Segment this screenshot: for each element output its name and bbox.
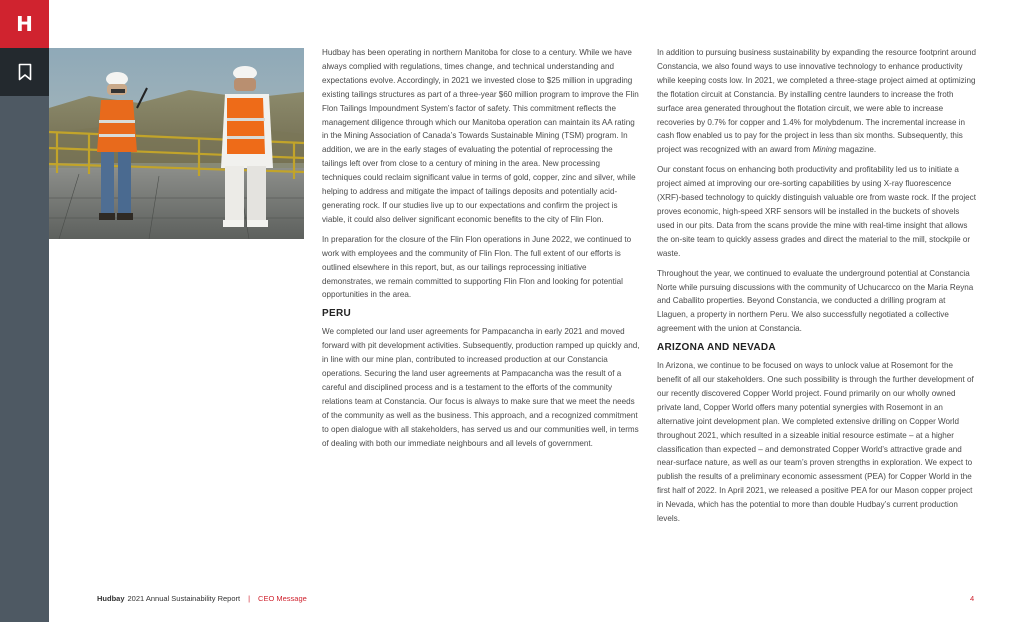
logo-letter: H <box>16 12 33 36</box>
heading-peru: PERU <box>322 308 351 320</box>
page-number: 4 <box>970 594 975 603</box>
paragraph-pampacancha: We completed our land user agreements for Pampacancha in early 2021 and moved forward with pit development activities. Subsequently, production ramped up quickly and, in line with our mine plan, contributed to increased production at our Constancia operations. Securing the land user agreements at Pampacancha was the result of a careful and disciplined process and is a testament to the efforts of the community relations team at Constancia. Our focus is always to make sure that we meet the needs of the community as well as the business. This approach, and a recognized commitment to open dialogue with all stakeholders, has served us and our communities well, in terms of dealing with both our immediate neighbours and all levels of government. <box>322 327 640 448</box>
magazine-name: Mining <box>812 145 837 155</box>
hudbay-logo[interactable] <box>0 0 49 48</box>
footer-separator: | <box>248 594 251 603</box>
mine-site-photo <box>49 48 304 239</box>
paragraph-constancia-norte: Throughout the year, we continued to evaluate the underground potential at Constancia Norte while pursuing discussions with the community of Uchucarcco on the Maria Reyna and Caballito properties. Beyond Constancia, we conducted a drilling program at Llaguen, a property in northern Peru. We also successfully negotiated a collective agreement with the union at Constancia. <box>657 268 974 334</box>
paragraph-xrf: Our constant focus on enhancing both productivity and profitability led us to initiate a project aimed at improving our ore-sorting capabilities by using X-ray fluorescence (XRF)-based technology to quickly distinguish valuable ore from waste rock. If the project proves economic, high-speed XRF sensors will be installed in the buckets of shovels used in our pits. Data from the scans provide the mine with real-time insight that allows the on-site team to quickly assess grades and direct the material to the mill, stockpile or waste. <box>657 165 976 258</box>
heading-arizona-nevada: ARIZONA AND NEVADA <box>657 342 776 354</box>
footer-report-title: 2021 Annual Sustainability Report <box>127 594 241 603</box>
left-rail <box>0 0 49 622</box>
page-footer <box>97 594 307 603</box>
paragraph-flotation-end: magazine. <box>836 145 877 155</box>
paragraph-flotation <box>657 46 977 157</box>
bookmark-button[interactable] <box>0 48 49 96</box>
bookmark-icon <box>18 63 32 81</box>
paragraph-copper-world: In Arizona, we continue to be focused on ways to unlock value at Rosemont for the benefit of all our stakeholders. One such possibility is through the further development of our recently discovered Copper World project. Found primarily on our wholly owned private land, Copper World offers many potential synergies with Rosemont in an alternative joint development plan. We completed extensive drilling on Copper World throughout 2021, which resulted in a sizeable initial resource estimate – at a higher classification than expected – and demonstrated Copper World’s attractive grade and near-surface nature, as well as our team’s proven strengths in exploration. We expect to publish the results of a preliminary economic assessment (PEA) for Copper World in the first half of 2022. In April 2021, we released a positive PEA for our Mason copper project in Nevada, which has the potential to more than double Hudbay’s current production levels. <box>657 361 974 524</box>
paragraph-flin-flon-closure: In preparation for the closure of the Flin Flon operations in June 2022, we continued to work with employees and the community of Flin Flon. The full extent of our efforts is outlined elsewhere in this report, but, as our tailings reprocessing initiative demonstrates, we remain committed to supporting Flin Flon and looking for potential opportunities in the area. <box>322 234 632 300</box>
footer-section-link[interactable]: CEO Message <box>258 594 307 603</box>
article-column-left <box>322 46 640 456</box>
article-column-right <box>657 46 977 532</box>
footer-brand: Hudbay <box>97 594 125 603</box>
paragraph-flotation-text: In addition to pursuing business sustainability by expanding the resource footprint around Constancia, we also found ways to use innovative technology to enhance productivity while keeping costs low. In 2021, we completed a three-stage project aimed at optimizing the flotation circuit at Constancia. By installing centre launders to increase the froth surface area generated throughout the flotation circuit, we were able to increase recoveries by 0.7% for copper and 1.4% for molybdenum. The incremental increase in cash flow enabled us to pay for the project in less than six months. Subsequently, this project was recognized with an award from <box>657 48 977 155</box>
paragraph-tailings: Hudbay has been operating in northern Manitoba for close to a century. While we have always complied with regulations, times change, and technical understanding and expectations evolve. Accordingly, in 2021 we invested close to $25 million in upgrading existing tailings structures as part of a three-year $60 million program to improve the Flin Flon Tailings Impoundment System’s factor of safety. This commitment reflects the management diligence through which our Manitoba operation can maintain its AA rating in the Mining Association of Canada’s Towards Sustainable Mining (TSM) program. In addition, we are in the early stages of evaluating the potential of reprocessing the tailings left over from close to a century of mining in the area. New processing techniques could reclaim significant value in terms of gold, copper, zinc and silver, while helping to address and mitigate the impact of tailings deposits and potentially acid-generating rock. If our studies live up to our expectations and confirm the project is viable, it could also deliver significant economic benefits to the city of Flin Flon. <box>322 48 639 224</box>
